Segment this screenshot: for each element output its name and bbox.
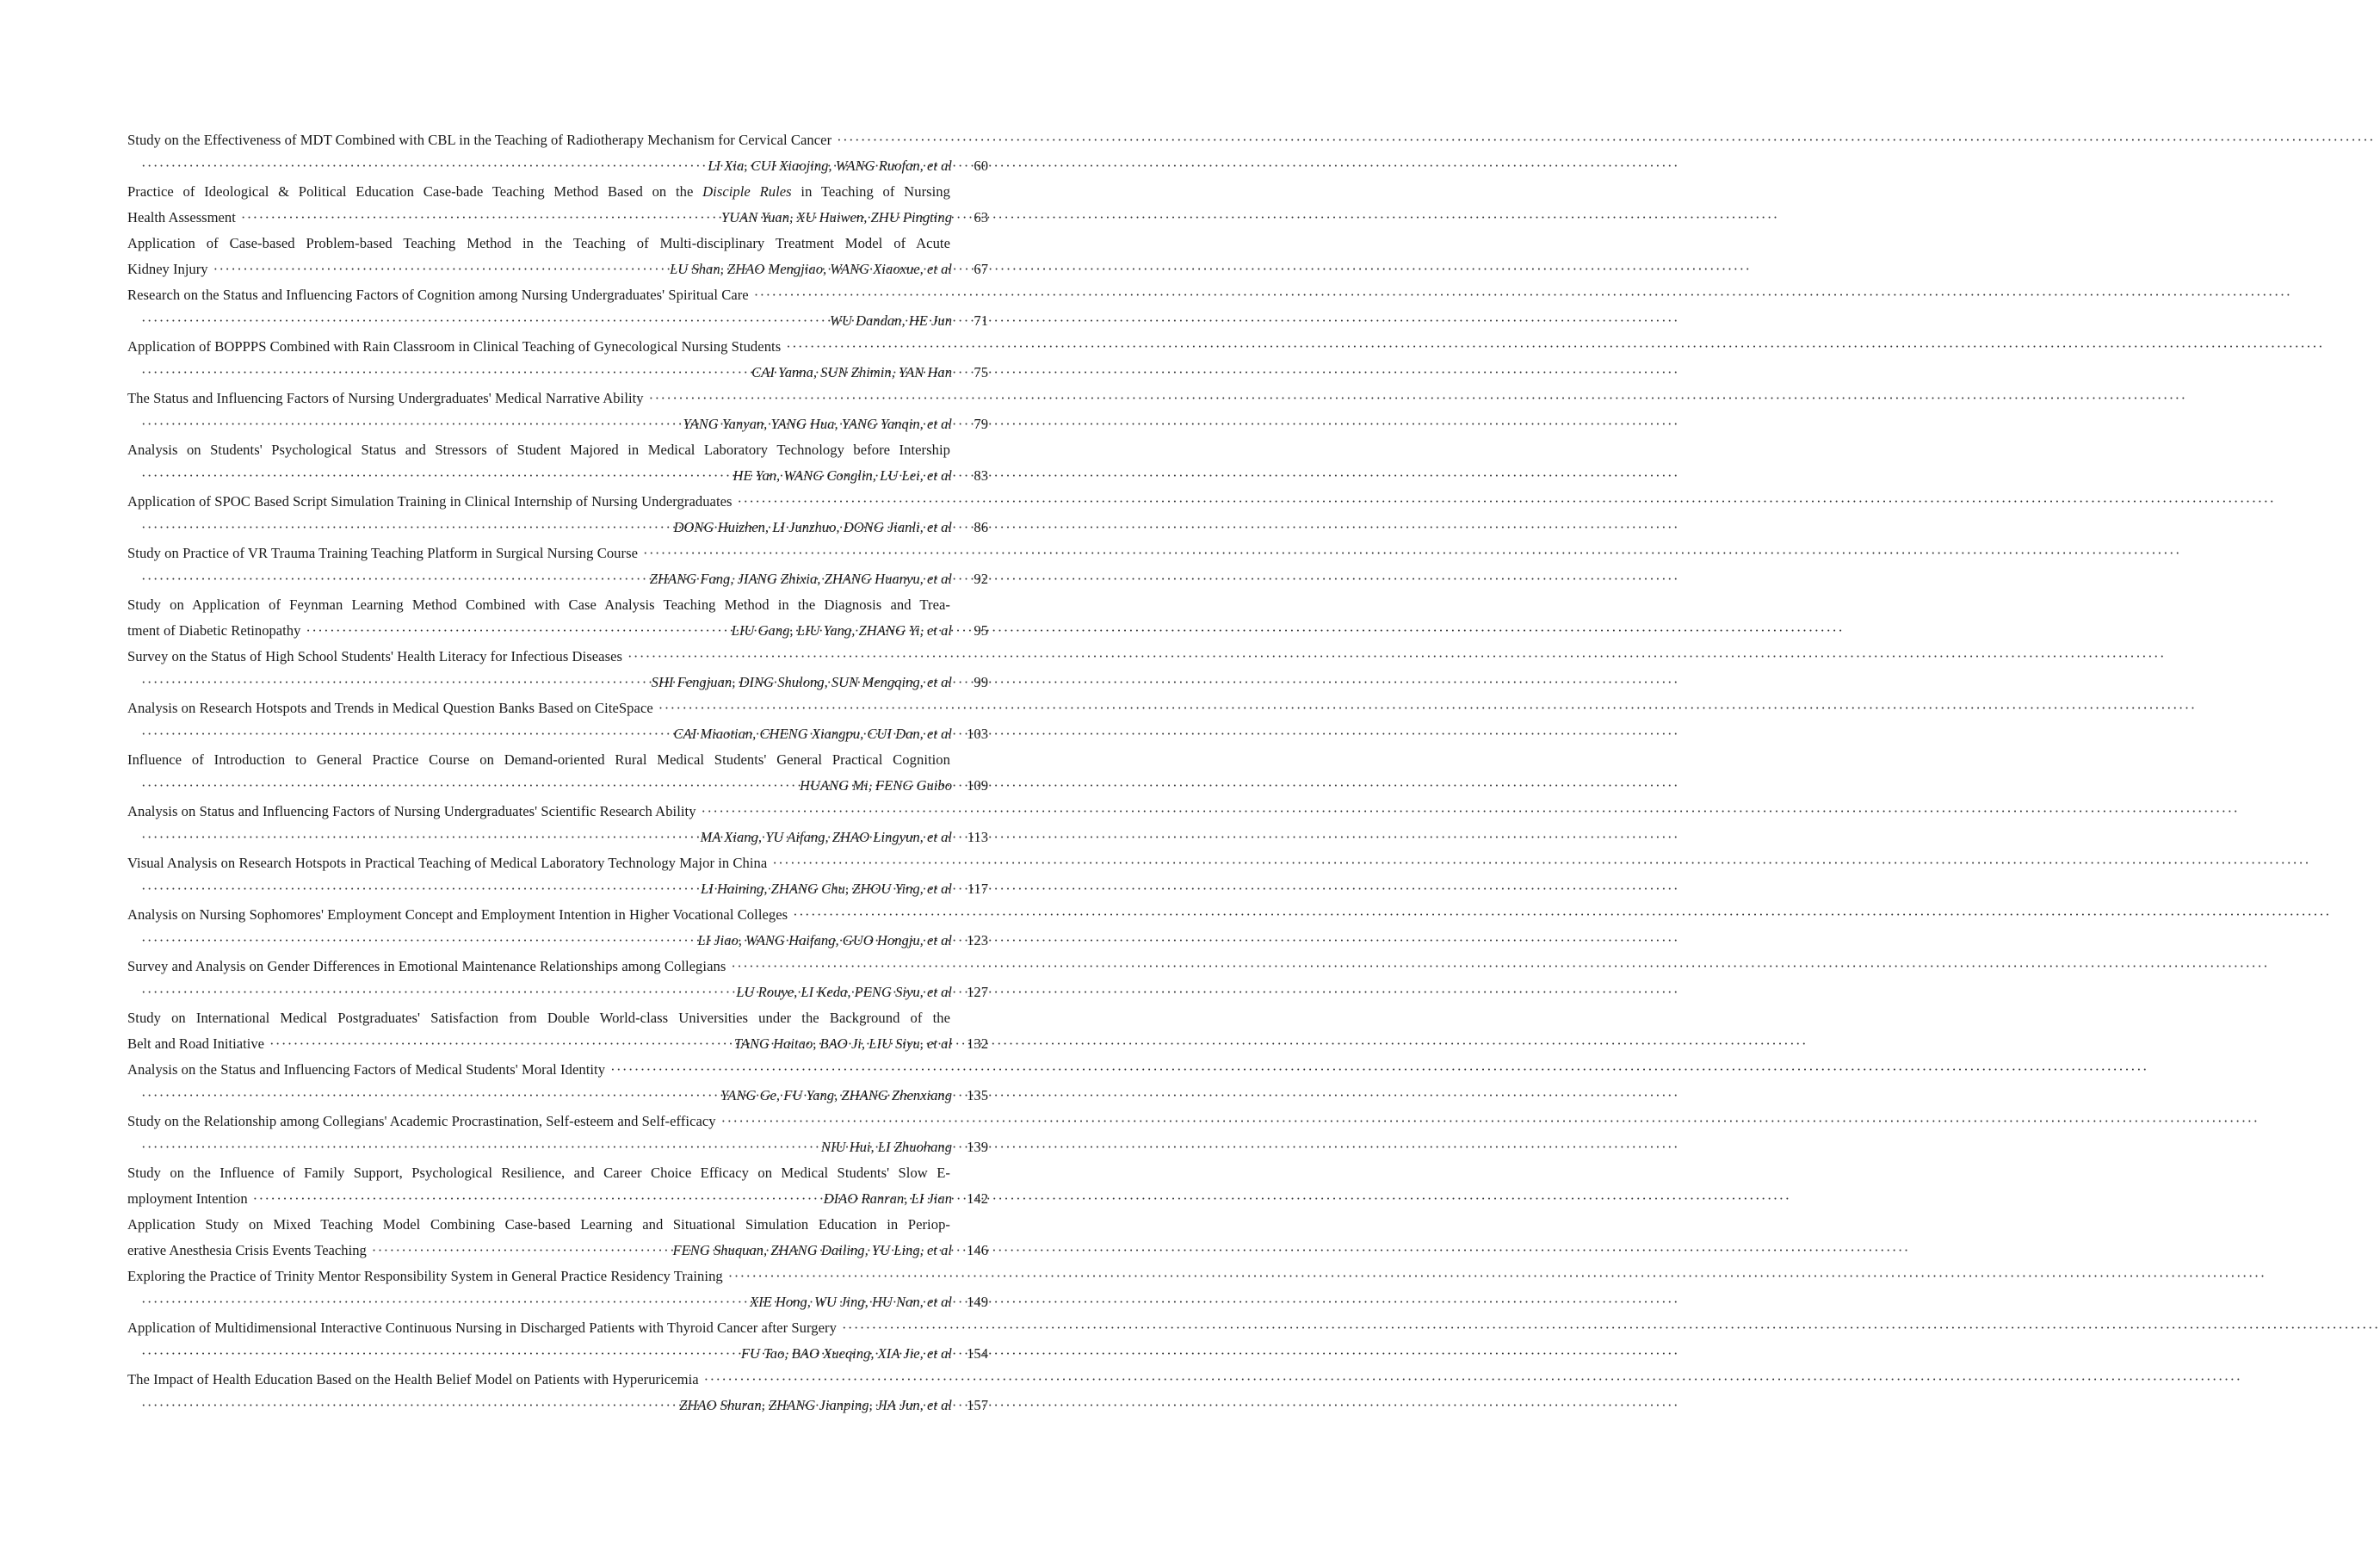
entry-title: [127, 179, 950, 205]
entry-page-number: 103: [967, 726, 988, 742]
entry-page-number: 146: [967, 1242, 988, 1258]
dot-leader: [141, 825, 695, 850]
entry-authors: HUANG Mi, FENG Guibo: [800, 777, 952, 794]
dot-leader: [269, 1031, 729, 1057]
dot-leader: [658, 695, 945, 721]
entry-authors: HE Yan, WANG Conglin, LU Lei, et al: [733, 467, 952, 484]
entry-title-continued: erative Anesthesia Crisis Events Teaching: [127, 1242, 367, 1258]
dot-leader: [253, 1186, 819, 1212]
toc-entry[interactable]: [127, 644, 988, 695]
entry-title: Application of BOPPPS Combined with Rain Classroom in Clinical Teaching of Gynecological Nursing Students: [127, 338, 782, 355]
entry-title: Analysis on the Status and Influencing Factors of Medical Students' Moral Identity: [127, 1061, 606, 1078]
entry-authors: FU Tao, BAO Xueqing, XIA Jie, et al: [740, 1345, 952, 1362]
entry-title-continued: tment of Diabetic Retinopathy: [127, 622, 301, 639]
entry-title: Study on the Influence of Family Support, Psychological Resilience, and Career Choice Efficacy on Medical Students' Slow E-: [127, 1165, 950, 1181]
entry-authors: WU Dandan, HE Jun: [830, 312, 952, 329]
entry-page-number: 154: [967, 1345, 988, 1362]
entry-authors: YUAN Yuan, XU Huiwen, ZHU Pingting: [720, 209, 952, 226]
dot-leader: [772, 850, 945, 876]
entry-authors: FENG Shuquan, ZHANG Dailing, YU Ling, et al: [672, 1242, 952, 1258]
entry-title: Influence of Introduction to General Practice Course on Demand-oriented Rural Medical Students' General Practical Cognition: [127, 751, 950, 768]
entry-title: Application of Case-based Problem-based Teaching Method in the Teaching of Multi-disciplinary Treatment Model of Acute: [127, 235, 950, 251]
dot-leader: [241, 205, 716, 231]
dot-leader: [754, 282, 945, 308]
toc-entry[interactable]: [127, 1109, 988, 1160]
entry-title: Survey and Analysis on Gender Differences in Emotional Maintenance Relationships among Collegians: [127, 958, 726, 974]
entry-page-number: 95: [974, 622, 988, 639]
entry-title: Analysis on Research Hotspots and Trends in Medical Question Banks Based on CiteSpace: [127, 700, 653, 716]
entry-title: Visual Analysis on Research Hotspots in Practical Teaching of Medical Laboratory Technology Major in China: [127, 855, 768, 871]
toc-entry[interactable]: [127, 1057, 988, 1109]
dot-leader: [141, 670, 646, 695]
toc-entry[interactable]: [127, 902, 988, 954]
entry-authors: ZHANG Fang, JIANG Zhixia, ZHANG Huanyu, et al: [649, 571, 952, 587]
entry-page-number: 127: [967, 984, 988, 1000]
dot-leader: [141, 566, 645, 592]
dot-leader: [728, 1264, 945, 1289]
entry-page-number: 139: [967, 1139, 988, 1155]
dot-leader: [141, 773, 794, 799]
dot-leader: [141, 1393, 674, 1418]
entry-page-number: 60: [974, 158, 988, 174]
entry-title: Analysis on Students' Psychological Status and Stressors of Student Majored in Medical Laboratory Technology before Intership: [127, 442, 950, 458]
toc-entry[interactable]: [127, 1160, 988, 1212]
dot-leader: [306, 618, 726, 644]
entry-title-continued: mployment Intention: [127, 1190, 248, 1207]
toc-entry[interactable]: [127, 954, 988, 1005]
entry-page-number: 71: [974, 312, 988, 329]
dot-leader: [837, 127, 945, 153]
entry-title: Exploring the Practice of Trinity Mentor Responsibility System in General Practice Residency Training: [127, 1268, 723, 1284]
entry-authors: DIAO Ranran, LI Jian: [823, 1190, 952, 1207]
entry-page-number: 75: [974, 364, 988, 380]
entry-page-number: 86: [974, 519, 988, 535]
entry-authors: LU Rouye, LI Keda, PENG Siyu, et al: [736, 984, 952, 1000]
entry-title: Application Study on Mixed Teaching Model Combining Case-based Learning and Situational Simulation Education in Periop-: [127, 1216, 950, 1233]
entry-title: Study on Practice of VR Trauma Training Teaching Platform in Surgical Nursing Course: [127, 545, 639, 561]
toc-entry[interactable]: [127, 489, 988, 541]
entry-title-emphasis: Disciple Rules: [702, 183, 792, 200]
dot-leader: [372, 1238, 668, 1264]
dot-leader: [141, 928, 692, 954]
entry-title: Analysis on Status and Influencing Factors of Nursing Undergraduates' Scientific Research Ability: [127, 803, 696, 819]
entry-page-number: 67: [974, 261, 988, 277]
entry-title-continued: Kidney Injury: [127, 261, 208, 277]
entry-authors: XIE Hong, WU Jing, HU Nan, et al: [749, 1294, 952, 1310]
toc-entry[interactable]: [127, 282, 988, 334]
entry-authors: TANG Haitao, BAO Ji, LIU Siyu, et al: [733, 1035, 952, 1052]
entry-title: Survey on the Status of High School Students' Health Literacy for Infectious Diseases: [127, 648, 622, 664]
entry-authors: NIU Hui, LI Zhuohang: [820, 1139, 952, 1155]
entry-authors: ZHAO Shuran, ZHANG Jianping, JIA Jun, et al: [679, 1397, 952, 1413]
toc-entry[interactable]: [127, 1315, 988, 1367]
entry-authors: SHI Fengjuan, DING Shulong, SUN Mengqing, et al: [651, 674, 952, 690]
dot-leader: [842, 1315, 945, 1341]
toc-entry[interactable]: [127, 799, 988, 850]
entry-title-part: Practice of Ideological & Political Education Case-bade Teaching Method Based on the: [127, 183, 703, 200]
entry-page-number: 63: [974, 209, 988, 226]
entry-title: Analysis on Nursing Sophomores' Employment Concept and Employment Intention in Higher Vocational Colleges: [127, 906, 788, 923]
entry-title: Study on International Medical Postgraduates' Satisfaction from Double World-class Universities under the Background of the: [127, 1010, 950, 1026]
entry-authors: MA Xiang, YU Aifang, ZHAO Lingyun, et al: [700, 829, 952, 845]
entry-page-number: 149: [967, 1294, 988, 1310]
entry-page-number: 135: [967, 1087, 988, 1103]
toc-entry[interactable]: [127, 850, 988, 902]
entry-page-number: 157: [967, 1397, 988, 1413]
dot-leader: [213, 256, 665, 282]
entry-title: Application of SPOC Based Script Simulation Training in Clinical Internship of Nursing Undergraduates: [127, 493, 733, 510]
toc-entry[interactable]: [127, 179, 988, 231]
toc-entry[interactable]: [127, 747, 988, 799]
toc-entry[interactable]: [127, 541, 988, 592]
entry-page-number: 113: [967, 829, 988, 845]
entry-title: The Impact of Health Education Based on the Health Belief Model on Patients with Hyperuricemia: [127, 1371, 699, 1387]
dot-leader: [141, 1289, 745, 1315]
entry-title: The Status and Influencing Factors of Nursing Undergraduates' Medical Narrative Ability: [127, 390, 644, 406]
dot-leader: [141, 1134, 816, 1160]
dot-leader: [141, 1083, 715, 1109]
entry-title: Application of Multidimensional Interactive Continuous Nursing in Discharged Patients with Thyroid Cancer after Surgery: [127, 1319, 837, 1336]
entry-authors: LI Xia, CUI Xiaojing, WANG Ruofan, et al: [708, 158, 952, 174]
entry-authors: CAI Miaotian, CHENG Xiangpu, CUI Dan, et al: [673, 726, 952, 742]
dot-leader: [141, 876, 695, 902]
table-of-contents: [127, 127, 988, 1418]
toc-entry[interactable]: [127, 695, 988, 747]
entry-page-number: 92: [974, 571, 988, 587]
dot-leader: [702, 799, 945, 825]
toc-entry[interactable]: [127, 437, 988, 489]
entry-authors: LI Haining, ZHANG Chu, ZHOU Ying, et al: [701, 881, 952, 897]
entry-page-number: 83: [974, 467, 988, 484]
entry-authors: CAI Yanna, SUN Zhimin, YAN Han: [751, 364, 952, 380]
entry-authors: LI Jiao, WANG Haifang, GUO Hongju, et al: [697, 932, 952, 949]
dot-leader: [141, 463, 727, 489]
entry-page-number: 79: [974, 416, 988, 432]
dot-leader: [141, 308, 825, 334]
dot-leader: [721, 1109, 945, 1134]
dot-leader: [731, 954, 945, 980]
dot-leader: [704, 1367, 945, 1393]
dot-leader: [141, 515, 668, 541]
dot-leader: [643, 541, 945, 566]
dot-leader: [141, 360, 746, 386]
entry-title: Study on the Relationship among Collegians' Academic Procrastination, Self-esteem and Self-efficacy: [127, 1113, 716, 1129]
entry-page-number: 109: [967, 777, 988, 794]
entry-authors: LIU Gang, LIU Yang, ZHANG Yi, et al: [731, 622, 952, 639]
dot-leader: [141, 1341, 736, 1367]
entry-title: Research on the Status and Influencing Factors of Cognition among Nursing Undergraduates' Spiritual Care: [127, 287, 749, 303]
dot-leader: [141, 980, 731, 1005]
entry-page-number: 99: [974, 674, 988, 690]
entry-page-number: 132: [967, 1035, 988, 1052]
entry-title: Study on the Effectiveness of MDT Combined with CBL in the Teaching of Radiotherapy Mechanism for Cervical Cancer: [127, 132, 832, 148]
toc-entry[interactable]: [127, 386, 988, 437]
toc-entry[interactable]: [127, 1212, 988, 1264]
dot-leader: [610, 1057, 945, 1083]
entry-authors: YANG Ge, FU Yang, ZHANG Zhenxiang: [720, 1087, 952, 1103]
entry-page-number: 123: [967, 932, 988, 949]
entry-authors: YANG Yanyan, YANG Hua, YANG Yanqin, et al: [683, 416, 952, 432]
dot-leader: [141, 721, 668, 747]
toc-entry[interactable]: [127, 1367, 988, 1418]
toc-entry[interactable]: [127, 231, 988, 282]
dot-leader: [141, 411, 678, 437]
entry-page-number: 142: [967, 1190, 988, 1207]
entry-authors: DONG Huizhen, LI Junzhuo, DONG Jianli, et al: [673, 519, 952, 535]
entry-title-continued: Health Assessment: [127, 209, 236, 226]
entry-authors: LU Shan, ZHAO Mengjiao, WANG Xiaoxue, et al: [670, 261, 952, 277]
entry-title-part: in Teaching of Nursing: [791, 183, 951, 200]
dot-leader: [649, 386, 945, 411]
toc-entry[interactable]: [127, 127, 988, 179]
toc-entry[interactable]: [127, 334, 988, 386]
dot-leader: [627, 644, 945, 670]
dot-leader: [141, 153, 702, 179]
entry-page-number: 117: [967, 881, 988, 897]
entry-title: Study on Application of Feynman Learning Method Combined with Case Analysis Teaching Method in the Diagnosis and Trea-: [127, 596, 950, 613]
dot-leader: [738, 489, 945, 515]
toc-entry[interactable]: [127, 592, 988, 644]
entry-title-continued: Belt and Road Initiative: [127, 1035, 264, 1052]
dot-leader: [786, 334, 945, 360]
toc-entry[interactable]: [127, 1005, 988, 1057]
toc-entry[interactable]: [127, 1264, 988, 1315]
dot-leader: [793, 902, 945, 928]
